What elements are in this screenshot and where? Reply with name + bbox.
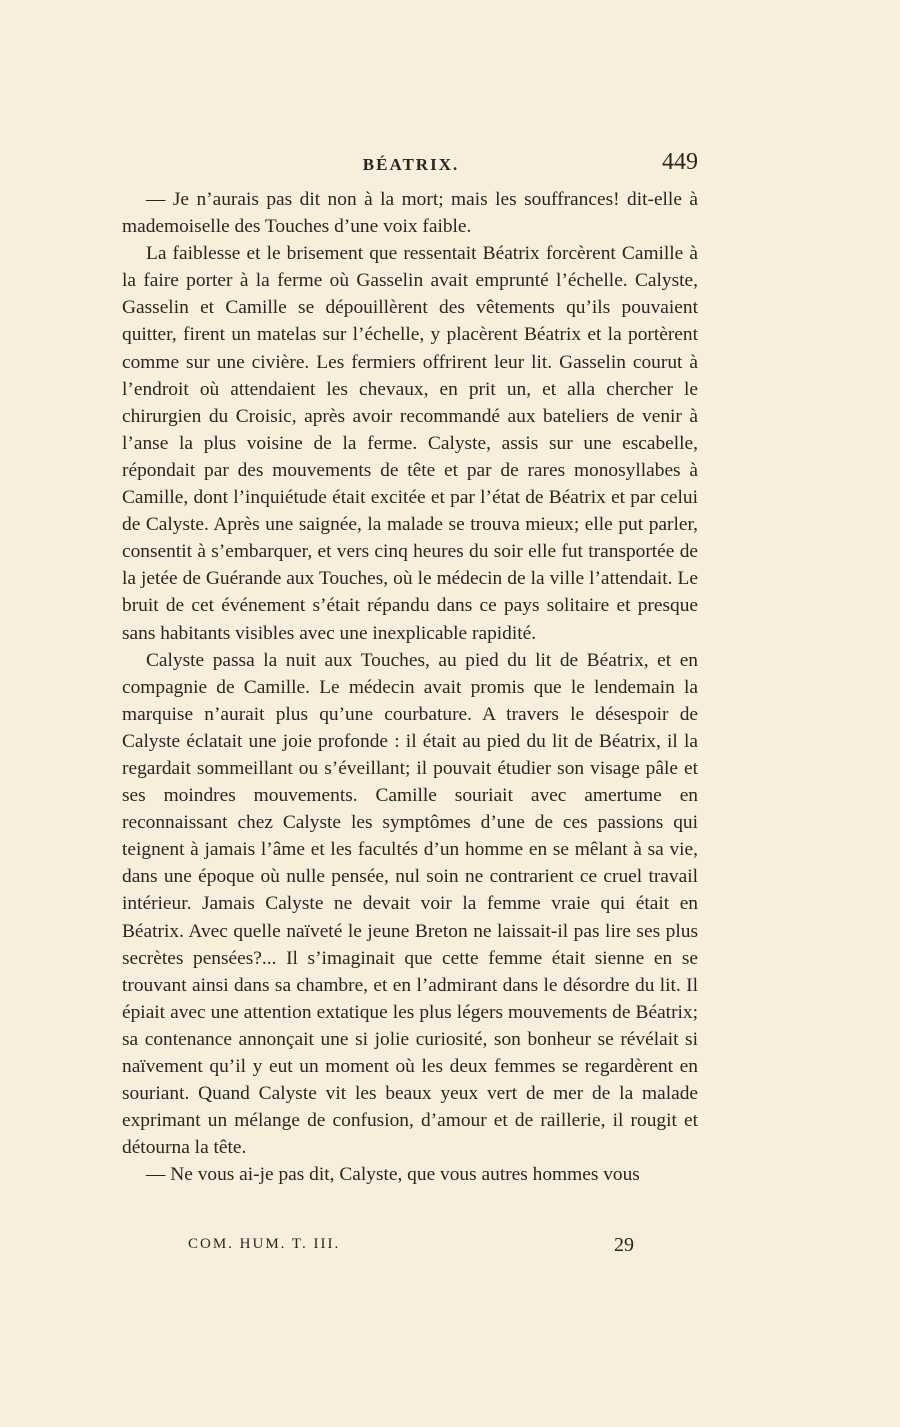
page-header [122, 149, 700, 187]
paragraph: La faiblesse et le brisement que ressentait Béatrix forcèrent Camille à la faire porter à la ferme où Gasselin avait emprunté l’échelle. Calyste, Gasselin et Camille se dépouillèrent des vêtements qu’ils pouvaient quitter, firent un matelas sur l’échelle, y placèrent Béatrix et la portèrent comme sur une civière. Les fermiers offrirent leur lit. Gasselin courut à l’endroit où attendaient les chevaux, en prit un, et alla chercher le chirurgien du Croisic, après avoir recommandé aux bateliers de venir à l’anse la plus voisine de la ferme. Calyste, assis sur une escabelle, répondait par des mouvements de tête et par de rares monosyllabes à Camille, dont l’inquiétude était excitée et par l’état de Béatrix et par celui de Calyste. Après une saignée, la malade se trouva mieux; elle put parler, consentit à s’embarquer, et vers cinq heures du soir elle fut transportée de la jetée de Guérande aux Touches, où le médecin de la ville l’attendait. Le bruit de cet événement s’était répandu dans ce pays solitaire et presque sans habitants visibles avec une inexplicable rapidité. [122, 243, 698, 644]
paragraph: Calyste passa la nuit aux Touches, au pied du lit de Béatrix, et en compagnie de Camille. Le médecin avait promis que le lendemain la marquise n’aurait plus qu’une courbature. A travers le désespoir de Calyste éclatait une joie profonde : il était au pied du lit de Béatrix, il la regardait sommeillant ou s’éveillant; il pouvait étudier son visage pâle et ses moindres mouvements. Camille souriait avec amertume en reconnaissant chez Calyste les symptômes d’une de ces passions qui teignent à jamais l’âme et les facultés d’un homme en se mêlant à sa vie, dans une époque où nulle pensée, nul soin ne contrarient ce cruel travail intérieur. Jamais Calyste ne devait voir la femme vraie qui était en Béatrix. Avec quelle naïveté le jeune Breton ne laissait-il pas lire ses plus secrètes pensées?... Il s’imaginait que cette femme était sienne en se trouvant ainsi dans sa chambre, et en l’admirant dans le désordre du lit. Il épiait avec une attention extatique les plus légers mouvements de Béatrix; sa contenance annonçait une si jolie curiosité, son bonheur se révélait si naïvement qu’il y eut un moment où les deux femmes se regardèrent en souriant. Quand Calyste vit les beaux yeux vert de mer de la malade exprimant un mélange de confusion, d’amour et de raillerie, il rougit et détourna la tête. [122, 649, 698, 1159]
page-number: 449 [662, 149, 698, 175]
paragraph: — Ne vous ai-je pas dit, Calyste, que vous autres hommes vous [146, 1164, 640, 1186]
running-title: BÉATRIX. [362, 155, 460, 174]
signature-mark: COM. HUM. T. III. [188, 1236, 341, 1252]
signature-number: 29 [614, 1234, 634, 1256]
body-text [122, 186, 698, 1188]
paragraph: — Je n’aurais pas dit non à la mort; mais les souffrances! dit-elle à mademoiselle des Touches d’une voix faible. [122, 189, 698, 238]
page-footer [188, 1236, 634, 1260]
